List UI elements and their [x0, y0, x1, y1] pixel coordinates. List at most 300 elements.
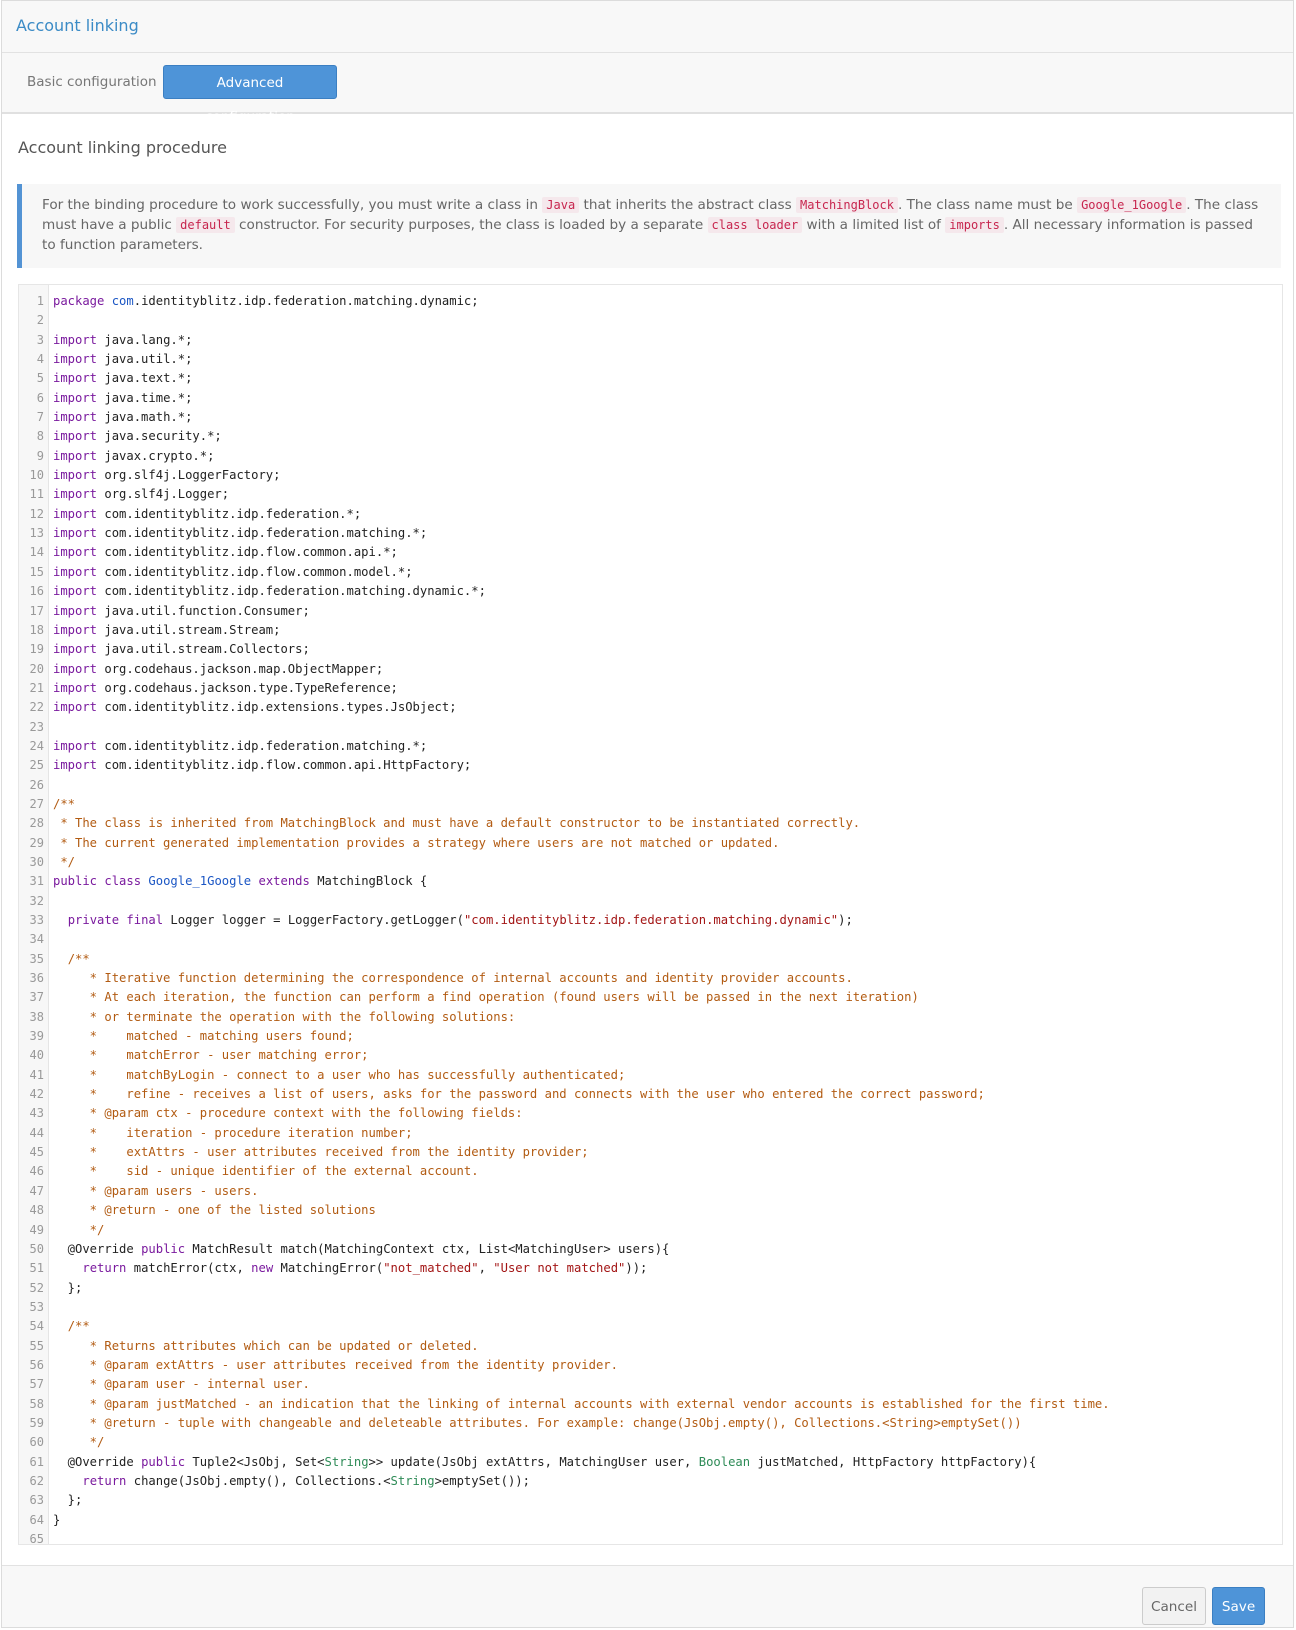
line-number: 60: [29, 1435, 44, 1450]
code-token: * @param users - users.: [53, 1183, 259, 1198]
code-token: org.codehaus.jackson.type.TypeReference;: [97, 680, 398, 695]
line-number: 19: [29, 642, 44, 657]
inline-code: class loader: [708, 217, 803, 233]
code-line: [19, 1433, 1282, 1452]
code-line: [19, 1414, 1282, 1433]
line-number: 37: [29, 990, 44, 1005]
code-text: [53, 563, 413, 582]
save-button[interactable]: Save: [1212, 1587, 1265, 1625]
line-number: 48: [29, 1203, 44, 1218]
code-line: [19, 892, 1282, 911]
code-text: [53, 679, 398, 698]
code-token: String: [324, 1454, 369, 1469]
code-line: [19, 582, 1282, 601]
code-line: [19, 1085, 1282, 1104]
code-token: private: [67, 913, 120, 927]
code-token: >emptySet());: [434, 1473, 530, 1488]
code-token: com.identityblitz.idp.federation.*;: [97, 506, 362, 521]
line-number: 10: [29, 468, 44, 483]
code-token: * @param ctx - procedure context with the following fields:: [53, 1106, 523, 1121]
code-text: [53, 1201, 376, 1220]
code-token: * @param user - internal user.: [53, 1377, 310, 1392]
code-token: import: [53, 680, 98, 695]
code-token: ,: [478, 1261, 494, 1276]
code-text: [53, 1085, 985, 1104]
code-token: import: [53, 468, 98, 483]
code-token: [53, 1474, 82, 1488]
code-text: [53, 582, 486, 601]
code-text: [53, 621, 280, 640]
code-token: import: [53, 352, 98, 367]
code-line: [19, 369, 1282, 388]
code-line: [19, 485, 1282, 504]
code-line: [19, 1375, 1282, 1394]
code-line: [19, 660, 1282, 679]
panel-header: [2, 1, 1293, 53]
code-token: java.security.*;: [97, 429, 222, 444]
code-token: com.identityblitz.idp.flow.common.api.HttpFactory;: [97, 758, 472, 773]
code-text: [53, 1104, 523, 1123]
code-token: org.codehaus.jackson.map.ObjectMapper;: [97, 661, 384, 676]
code-line: [19, 1337, 1282, 1356]
line-number: 42: [29, 1087, 44, 1102]
code-token: public: [141, 1241, 186, 1256]
code-token: java.util.*;: [97, 352, 193, 367]
code-line: [19, 389, 1282, 408]
code-text: [53, 756, 471, 775]
code-text: [53, 737, 427, 756]
code-line: [19, 1317, 1282, 1336]
code-text: [53, 969, 853, 988]
code-line: [19, 1472, 1282, 1491]
code-token: * iteration - procedure iteration number;: [53, 1125, 413, 1140]
code-text: [53, 640, 310, 659]
line-number: 13: [29, 526, 44, 541]
code-token: com: [111, 294, 134, 308]
code-line: [19, 292, 1282, 311]
line-number: 9: [36, 448, 44, 463]
tab-advanced-configuration[interactable]: Advanced configuration: [163, 65, 337, 99]
code-line: [19, 543, 1282, 562]
code-token: * sid - unique identifier of the external account.: [53, 1164, 479, 1179]
code-text: [53, 795, 75, 814]
code-token: java.text.*;: [97, 371, 193, 386]
code-token: * @param justMatched - an indication that the linking of internal accounts with external vendor accounts is established for the first time.: [53, 1396, 1110, 1411]
line-number: 6: [36, 390, 44, 405]
code-text: [53, 389, 192, 408]
code-text: [53, 602, 310, 621]
code-token: [104, 294, 111, 308]
code-text: [53, 1433, 104, 1452]
code-token: import: [53, 371, 98, 386]
code-text: [53, 1414, 1022, 1433]
line-number: 57: [29, 1377, 44, 1392]
code-token: [53, 913, 68, 927]
cancel-button[interactable]: Cancel: [1142, 1587, 1206, 1625]
line-number: 61: [29, 1454, 44, 1469]
code-token: import: [53, 429, 98, 444]
code-text: [53, 447, 214, 466]
code-token: import: [53, 506, 98, 521]
section-title: Account linking procedure: [18, 138, 227, 157]
code-text: [53, 1182, 258, 1201]
code-token: com.identityblitz.idp.federation.matching.dynamic.*;: [97, 584, 486, 599]
code-token: import: [53, 487, 98, 502]
code-token: com.identityblitz.idp.flow.common.model.*;: [97, 564, 413, 579]
inline-code: Java: [542, 197, 579, 213]
code-line: [19, 1395, 1282, 1414]
code-token: * or terminate the operation with the following solutions:: [53, 1009, 516, 1024]
code-text: [53, 814, 860, 833]
line-number: 44: [29, 1125, 44, 1140]
code-token: import: [53, 545, 98, 560]
line-number: 47: [29, 1183, 44, 1198]
info-text: . All necessary information is passed to function parameters.: [42, 217, 1253, 253]
code-token: * matchError - user matching error;: [53, 1048, 369, 1063]
line-number: 41: [29, 1067, 44, 1082]
code-line: [19, 969, 1282, 988]
line-number: 3: [36, 332, 44, 347]
code-line: [19, 466, 1282, 485]
info-text: with a limited list of: [802, 217, 946, 233]
code-token: /**: [53, 796, 76, 811]
code-token: /**: [67, 1319, 90, 1334]
info-text: . The class must have a public: [42, 197, 1259, 233]
code-line: [19, 1530, 1282, 1545]
line-number: 4: [36, 352, 44, 367]
code-token: java.util.stream.Stream;: [97, 622, 281, 637]
code-line: [19, 1124, 1282, 1143]
line-number: 33: [29, 913, 44, 927]
line-number: 64: [29, 1512, 44, 1527]
code-line: [19, 950, 1282, 969]
tab-basic-configuration[interactable]: Basic configuration: [27, 74, 157, 90]
code-text: [53, 853, 75, 872]
code-token: */: [53, 854, 76, 869]
code-token: "not_matched": [383, 1261, 479, 1276]
code-text: [53, 1395, 1110, 1414]
line-number: 8: [36, 429, 44, 444]
code-line: [19, 776, 1282, 795]
code-token: import: [53, 526, 98, 541]
code-token: import: [53, 642, 98, 657]
account-linking-panel: [1, 0, 1294, 1628]
line-number: 43: [29, 1106, 44, 1121]
line-number: 26: [29, 777, 44, 792]
code-token: */: [53, 1435, 105, 1450]
code-token: * matchByLogin - connect to a user who has successfully authenticated;: [53, 1067, 626, 1082]
line-number: 17: [29, 603, 44, 618]
code-line: [19, 563, 1282, 582]
line-number: 35: [29, 951, 44, 966]
line-number: 46: [29, 1164, 44, 1179]
code-token: */: [53, 1222, 105, 1237]
code-token: import: [53, 661, 98, 676]
code-token: import: [53, 622, 98, 637]
code-token: java.lang.*;: [97, 332, 193, 347]
line-number: 24: [29, 738, 44, 753]
code-token: change(JsObj.empty(), Collections.<: [126, 1473, 391, 1488]
code-token: matchError(ctx,: [126, 1261, 252, 1276]
code-line: [19, 737, 1282, 756]
code-token: org.slf4j.Logger;: [97, 487, 230, 502]
line-number: 7: [36, 410, 44, 425]
code-token: .identityblitz.idp.federation.matching.dynamic;: [133, 294, 479, 308]
code-line: [19, 408, 1282, 427]
info-text: constructor. For security purposes, the class is loaded by a separate: [234, 217, 708, 233]
code-text: [53, 485, 229, 504]
code-line: [19, 1143, 1282, 1162]
code-line: [19, 1491, 1282, 1510]
code-token: import: [53, 410, 98, 425]
code-text: [53, 1066, 625, 1085]
code-line: [19, 872, 1282, 891]
code-text: [53, 950, 90, 969]
code-line: [19, 911, 1282, 930]
code-line: [19, 988, 1282, 1007]
line-number: 27: [29, 796, 44, 811]
line-number: 63: [29, 1493, 44, 1508]
code-token: import: [53, 584, 98, 599]
line-number: 12: [29, 506, 44, 521]
code-token: [53, 1319, 68, 1333]
code-token: import: [53, 564, 98, 579]
code-text: [53, 543, 398, 562]
info-text: that inherits the abstract class: [579, 197, 797, 213]
code-text: [53, 988, 919, 1007]
code-text: [53, 1162, 479, 1181]
code-line: [19, 1162, 1282, 1181]
inline-code: Google_1Google: [1077, 197, 1186, 213]
line-number: 21: [29, 680, 44, 695]
code-text: [53, 1143, 589, 1162]
code-line: [19, 814, 1282, 833]
code-text: [53, 1491, 82, 1510]
code-token: new: [251, 1261, 274, 1276]
code-line: [19, 331, 1282, 350]
code-text: [53, 1356, 618, 1375]
code-text: [53, 408, 192, 427]
code-token: public: [141, 1454, 186, 1469]
code-text: [53, 1259, 647, 1278]
code-token: com.identityblitz.idp.flow.common.api.*;: [97, 545, 398, 560]
code-line: [19, 621, 1282, 640]
code-token: @Override: [53, 1454, 142, 1469]
code-text: [53, 466, 280, 485]
line-number: 32: [29, 893, 44, 908]
info-callout: [17, 184, 1281, 268]
line-number: 55: [29, 1338, 44, 1353]
code-line: [19, 930, 1282, 949]
code-token: * Iterative function determining the correspondence of internal accounts and identity provider accounts.: [53, 971, 853, 986]
line-number: 16: [29, 584, 44, 599]
code-text: [53, 1279, 82, 1298]
line-number: 31: [29, 874, 44, 889]
code-text: [53, 427, 222, 446]
code-token: * At each iteration, the function can perform a find operation (found users will be passed in the next iteration): [53, 990, 919, 1005]
code-token: >> update(JsObj extAttrs, MatchingUser user,: [368, 1454, 699, 1469]
line-number: 25: [29, 758, 44, 773]
code-line: [19, 311, 1282, 330]
line-number: 65: [29, 1532, 44, 1545]
code-token: * @param extAttrs - user attributes received from the identity provider.: [53, 1357, 618, 1372]
panel-title: Account linking: [16, 16, 139, 35]
code-line: [19, 1240, 1282, 1259]
line-number: 2: [36, 313, 44, 328]
code-token: );: [838, 913, 853, 927]
line-number: 59: [29, 1415, 44, 1430]
code-token: import: [53, 758, 98, 773]
code-token: MatchResult match(MatchingContext ctx, List<MatchingUser> users){: [185, 1241, 670, 1256]
code-token: java.time.*;: [97, 390, 193, 405]
code-line: [19, 1027, 1282, 1046]
code-token: * Returns attributes which can be updated or deleted.: [53, 1338, 479, 1353]
line-number: 30: [29, 854, 44, 869]
line-number: 45: [29, 1145, 44, 1160]
code-text: [53, 1317, 90, 1336]
code-token: com.identityblitz.idp.federation.matching.*;: [97, 738, 428, 753]
code-editor[interactable]: [18, 284, 1283, 1545]
line-number: 23: [29, 719, 44, 734]
code-token: * matched - matching users found;: [53, 1029, 354, 1044]
code-line: [19, 1201, 1282, 1220]
code-token: * @return - tuple with changeable and deleteable attributes. For example: change(JsObj.empty(), Collections.<String>emptySet()): [53, 1415, 1022, 1430]
code-text: [53, 1046, 369, 1065]
line-number: 50: [29, 1241, 44, 1256]
line-number: 5: [36, 371, 44, 386]
code-line: [19, 698, 1282, 717]
code-line: [19, 640, 1282, 659]
code-token: org.slf4j.LoggerFactory;: [97, 468, 281, 483]
line-number: 20: [29, 661, 44, 676]
line-number: 56: [29, 1357, 44, 1372]
line-number: 51: [29, 1261, 44, 1276]
code-token: * @return - one of the listed solutions: [53, 1203, 376, 1218]
line-number: 28: [29, 816, 44, 831]
code-text: [53, 1472, 530, 1491]
code-token: String: [390, 1473, 435, 1488]
code-line: [19, 1453, 1282, 1472]
code-text: [53, 1375, 310, 1394]
code-line: [19, 853, 1282, 872]
panel-footer: [2, 1565, 1293, 1627]
code-token: }: [53, 1512, 61, 1527]
code-token: * refine - receives a list of users, asks for the password and connects with the user who entered the correct password;: [53, 1087, 985, 1102]
code-text: [53, 1027, 354, 1046]
code-line: [19, 1046, 1282, 1065]
code-token: import: [53, 738, 98, 753]
code-line: [19, 718, 1282, 737]
code-line: [19, 1066, 1282, 1085]
code-text: [53, 660, 383, 679]
code-token: import: [53, 448, 98, 463]
code-line: [19, 679, 1282, 698]
line-number: 62: [29, 1473, 44, 1488]
code-line: [19, 1104, 1282, 1123]
inline-code: imports: [945, 217, 1004, 233]
code-token: java.math.*;: [97, 410, 193, 425]
code-text: [53, 331, 192, 350]
code-line: [19, 602, 1282, 621]
config-tabs: [2, 53, 1293, 125]
code-line: [19, 1008, 1282, 1027]
line-number: 29: [29, 835, 44, 850]
code-token: javax.crypto.*;: [97, 448, 215, 463]
info-text: . The class name must be: [897, 197, 1078, 213]
code-line: [19, 834, 1282, 853]
code-text: [53, 1124, 413, 1143]
code-line: [19, 1279, 1282, 1298]
code-token: * The class is inherited from MatchingBlock and must have a default constructor to be instantiated correctly.: [53, 816, 861, 831]
inline-code: default: [176, 217, 235, 233]
code-token: ));: [625, 1261, 648, 1276]
code-token: [53, 952, 68, 966]
line-number: 11: [29, 487, 44, 502]
code-token: return: [82, 1473, 127, 1488]
code-token: justMatched, HttpFactory httpFactory){: [750, 1454, 1037, 1469]
line-number: 40: [29, 1048, 44, 1063]
code-token: Logger logger = LoggerFactory.getLogger(: [163, 913, 464, 927]
code-text: [53, 1221, 104, 1240]
code-text: [53, 350, 192, 369]
code-token: final: [126, 913, 164, 927]
code-token: * extAttrs - user attributes received from the identity provider;: [53, 1145, 589, 1160]
code-token: java.util.stream.Collectors;: [97, 642, 310, 657]
line-number: 38: [29, 1009, 44, 1024]
line-number: 15: [29, 564, 44, 579]
code-text: [53, 1240, 669, 1259]
code-token: import: [53, 603, 98, 618]
code-text: [53, 698, 457, 717]
code-token: Google_1Google: [148, 874, 252, 889]
code-token: [53, 1261, 82, 1275]
code-token: class: [104, 874, 142, 889]
code-token: "com.identityblitz.idp.federation.matching.dynamic": [463, 913, 839, 927]
code-token: com.identityblitz.idp.extensions.types.JsObject;: [97, 700, 457, 715]
code-token: import: [53, 390, 98, 405]
line-number: 39: [29, 1029, 44, 1044]
code-token: Boolean: [698, 1454, 751, 1469]
code-token: MatchingBlock {: [309, 874, 428, 889]
code-text: [53, 292, 479, 311]
code-text: [53, 834, 779, 853]
code-token: MatchingError(: [273, 1261, 384, 1276]
code-line: [19, 795, 1282, 814]
code-token: java.util.function.Consumer;: [97, 603, 310, 618]
code-token: "User not matched": [493, 1261, 626, 1276]
line-number: 36: [29, 971, 44, 986]
line-number: 34: [29, 932, 44, 947]
code-lines: [19, 292, 1282, 1545]
code-text: [53, 911, 853, 930]
code-token: com.identityblitz.idp.federation.matching.*;: [97, 526, 428, 541]
code-text: [53, 369, 192, 388]
line-number: 52: [29, 1280, 44, 1295]
code-text: [53, 524, 427, 543]
code-token: import: [53, 332, 98, 347]
code-token: @Override: [53, 1241, 142, 1256]
line-number: 22: [29, 700, 44, 715]
code-line: [19, 756, 1282, 775]
code-line: [19, 1182, 1282, 1201]
code-line: [19, 1298, 1282, 1317]
code-line: [19, 1221, 1282, 1240]
code-token: };: [53, 1493, 83, 1508]
code-text: [53, 872, 427, 891]
code-line: [19, 505, 1282, 524]
code-token: package: [53, 294, 105, 308]
code-line: [19, 1356, 1282, 1375]
